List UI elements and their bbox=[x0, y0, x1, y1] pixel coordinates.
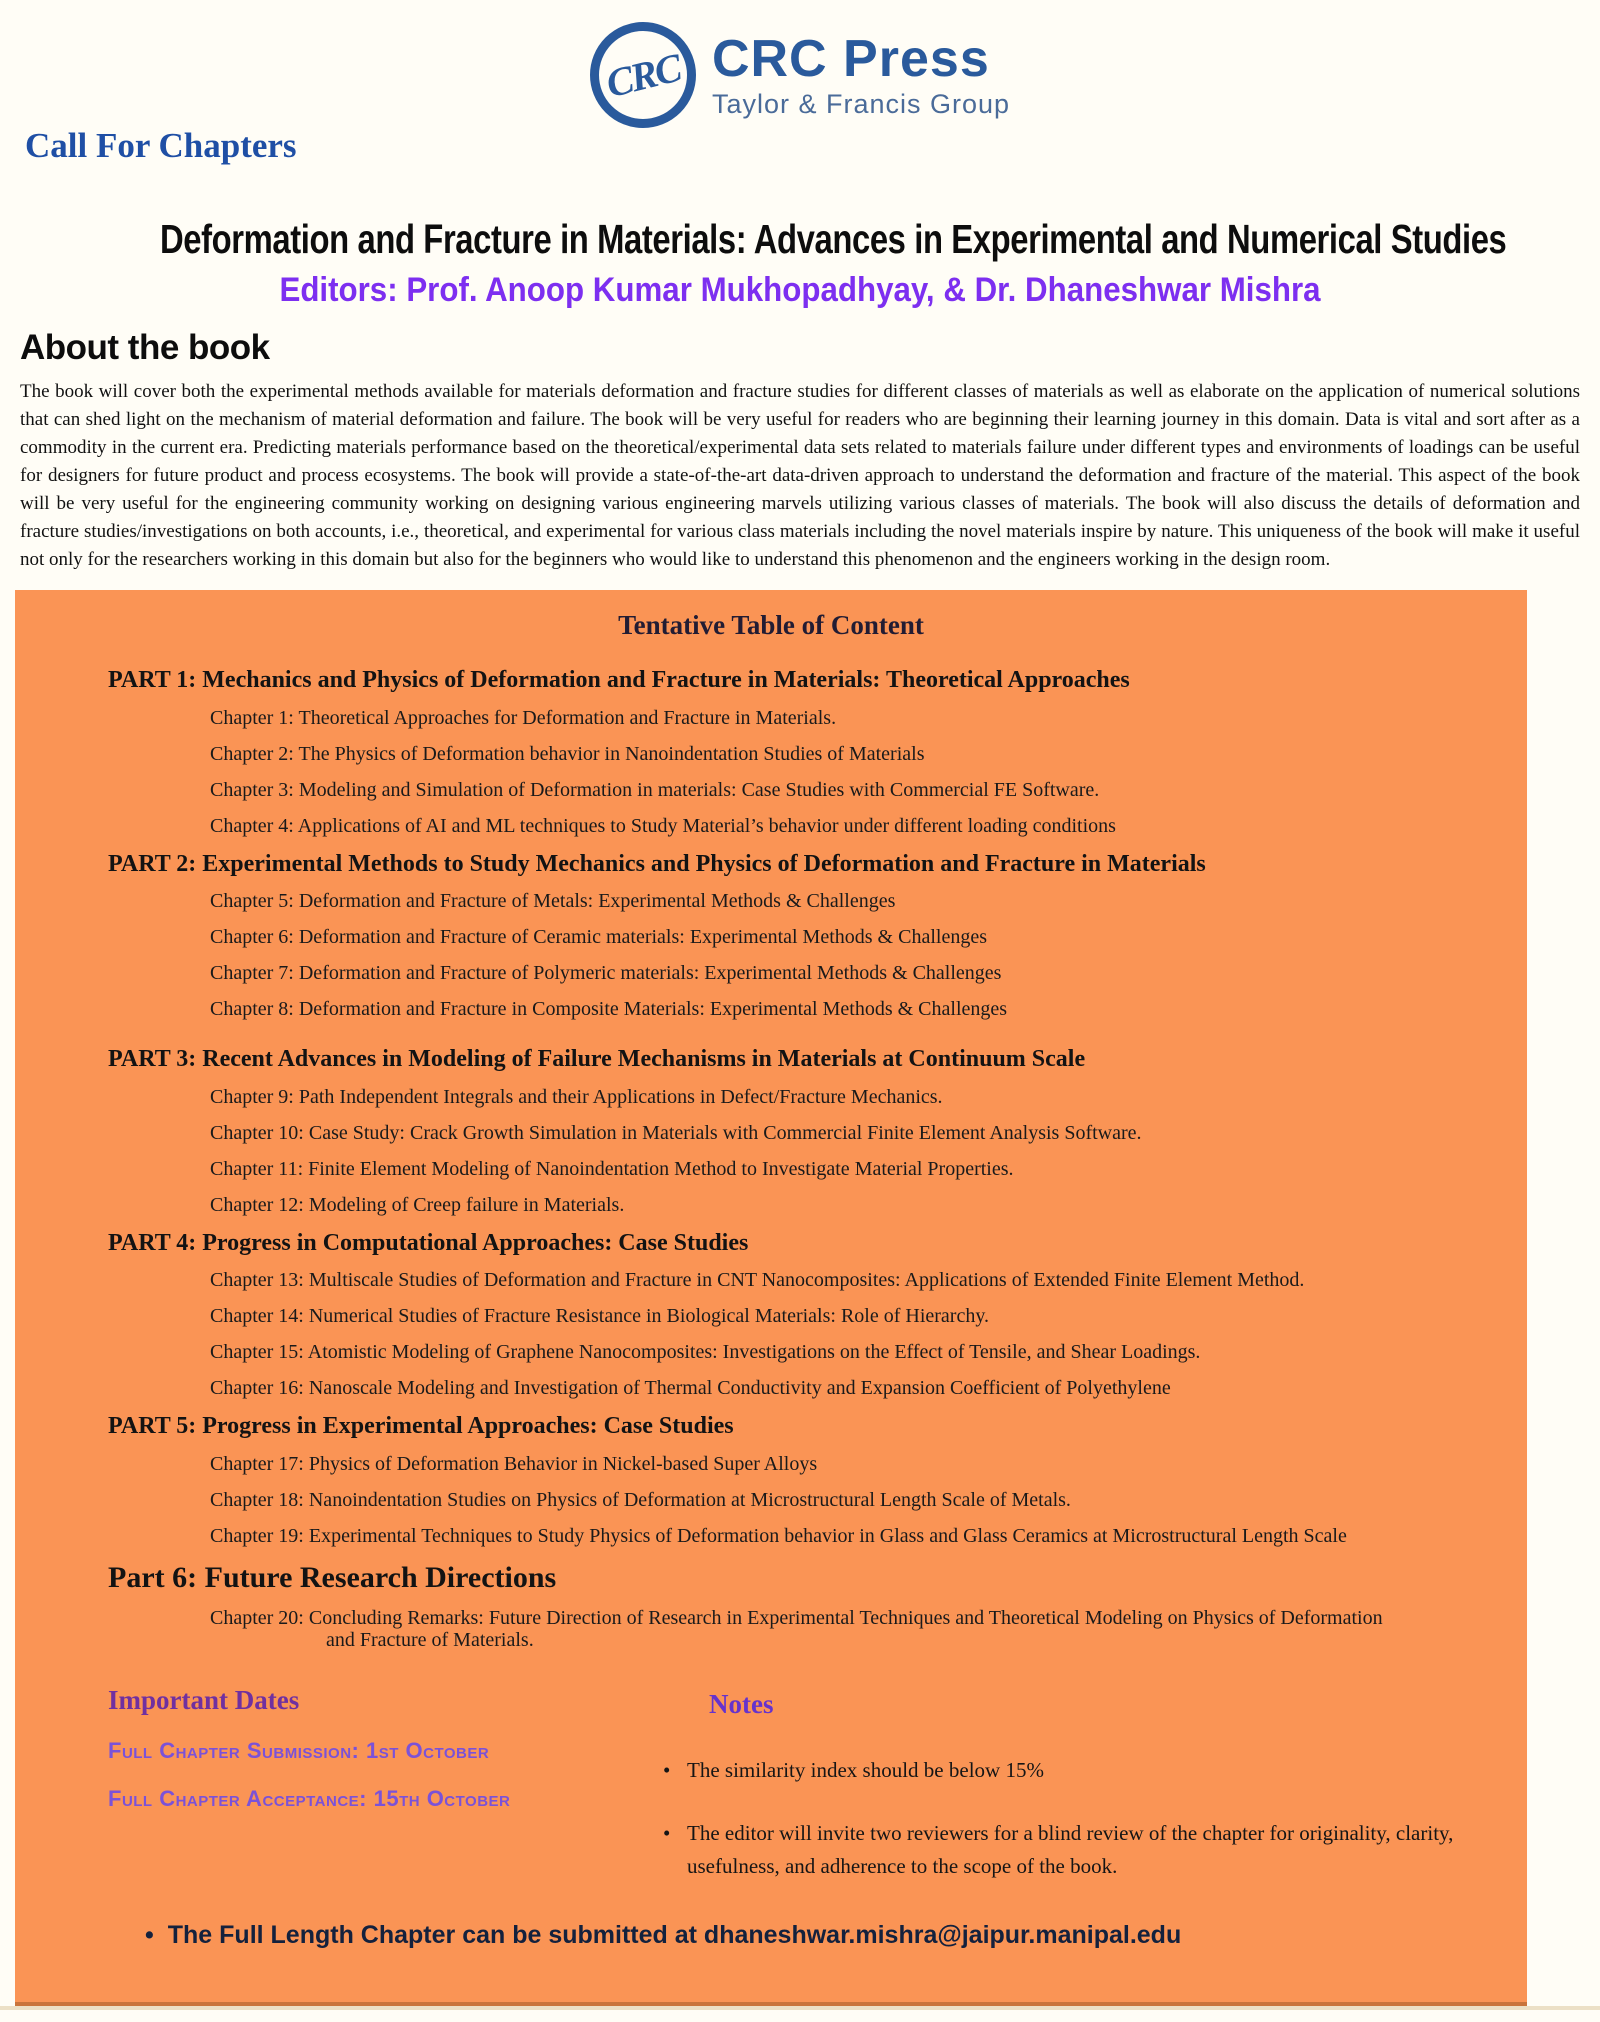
submission-label: The Full Length Chapter can be submitted at bbox=[167, 1921, 704, 1950]
submission-email[interactable]: dhaneshwar.mishra@jaipur.manipal.edu bbox=[703, 1921, 1182, 1950]
crc-wordmark bbox=[711, 29, 1011, 119]
toc-chapter-20: Chapter 20: Concluding Remarks: Future Direction of Research in Experimental Techniques and Theoretical Modeling on Physics of Deformation and Fracture of Materials. bbox=[210, 1607, 1383, 1652]
submission-line bbox=[145, 1921, 1487, 1950]
toc-part-1-title: PART 1: Mechanics and Physics of Deformation and Fracture in Materials: Theoretical Approaches bbox=[108, 667, 1130, 693]
toc-chapter-18: Chapter 18: Nanoindentation Studies on Physics of Deformation at Microstructural Length Scale of Metals. bbox=[210, 1488, 1071, 1511]
book-title: Deformation and Fracture in Materials: Advances in Experimental and Numerical Studies bbox=[160, 216, 1507, 262]
toc-chapter-13: Chapter 13: Multiscale Studies of Deformation and Fracture in CNT Nanocomposites: Applications of Extended Finite Element Method. bbox=[210, 1269, 1305, 1292]
about-body: The book will cover both the experimental methods available for materials deformation and fracture studies for different classes of materials as well as elaborate on the application of numerical solutions that can shed light on the mechanism of material deformation and failure. The book will be very useful for readers who are beginning their learning journey in this domain. Data is vital and sort after as a commodity in the current era. Predicting materials performance based on the theoretical/experimental data sets related to materials failure under different types and environments of loadings can be useful for designers for future product and process ecosystems. The book will provide a state-of-the-art data-driven approach to understand the deformation and fracture of the material. This aspect of the book will be very useful for the engineering community working on designing various engineering marvels utilizing various classes of materials. The book will also discuss the details of deformation and fracture studies/investigations on both accounts, i.e., theoretical, and experimental for various class materials including the novel materials inspire by nature. This uniqueness of the book will make it useful not only for the researchers working in this domain but also for the beginners who would like to understand this phenomenon and the engineers working in the design room. bbox=[20, 381, 1580, 570]
toc-chapter-5: Chapter 5: Deformation and Fracture of Metals: Experimental Methods & Challenges bbox=[210, 890, 896, 913]
toc-part-5-title: PART 5: Progress in Experimental Approaches: Case Studies bbox=[108, 1413, 734, 1440]
toc-chapter-6: Chapter 6: Deformation and Fracture of Ceramic materials: Experimental Methods & Challenges bbox=[210, 926, 987, 949]
toc-chapter-12: Chapter 12: Modeling of Creep failure in Materials. bbox=[210, 1193, 625, 1216]
crc-press-name: CRC Press bbox=[711, 29, 990, 88]
important-dates-section bbox=[108, 1685, 663, 1883]
crc-circle-text: CRC bbox=[601, 44, 685, 106]
notes-section bbox=[663, 1685, 1487, 1883]
toc-chapter-10: Chapter 10: Case Study: Crack Growth Simulation in Materials with Commercial Finite Element Analysis Software. bbox=[210, 1121, 1142, 1144]
toc-chapter-4: Chapter 4: Applications of AI and ML techniques to Study Material’s behavior under different loading conditions bbox=[210, 814, 1116, 837]
toc-chapter-8: Chapter 8: Deformation and Fracture in Composite Materials: Experimental Methods & Challenges bbox=[210, 998, 1008, 1021]
toc-chapter-1: Chapter 1: Theoretical Approaches for Deformation and Fracture in Materials. bbox=[210, 706, 837, 729]
toc-part-6-title: Part 6: Future Research Directions bbox=[108, 1560, 557, 1594]
toc-chapter-15: Chapter 15: Atomistic Modeling of Graphene Nanocomposites: Investigations on the Effect of Tensile, and Shear Loadings. bbox=[210, 1341, 1201, 1364]
taylor-francis-tagline: Taylor & Francis Group bbox=[711, 88, 1011, 119]
toc-chapter-7: Chapter 7: Deformation and Fracture of Polymeric materials: Experimental Methods & Challenges bbox=[210, 962, 1002, 985]
note-item-review: • The editor will invite two reviewers for a blind review of the chapter for originality, clarity, usefulness, and adherence to the scope of the book. bbox=[663, 1817, 1487, 1883]
editors-line: Editors: Prof. Anoop Kumar Mukhopadhyay, & Dr. Dhaneshwar Mishra bbox=[279, 271, 1321, 309]
toc-part-4-title: PART 4: Progress in Computational Approaches: Case Studies bbox=[108, 1229, 749, 1256]
toc-chapter-14: Chapter 14: Numerical Studies of Fracture Resistance in Biological Materials: Role of Hierarchy. bbox=[210, 1305, 990, 1328]
toc-part-3-title: PART 3: Recent Advances in Modeling of Failure Mechanisms in Materials at Continuum Scale bbox=[108, 1046, 1086, 1073]
bottom-strip bbox=[0, 2006, 1600, 2010]
important-dates-heading: Important Dates bbox=[108, 1685, 300, 1716]
toc-chapter-17: Chapter 17: Physics of Deformation Behavior in Nickel-based Super Alloys bbox=[210, 1452, 818, 1475]
toc-chapter-11: Chapter 11: Finite Element Modeling of Nanoindentation Method to Investigate Material Properties. bbox=[210, 1157, 1014, 1180]
toc-chapter-9: Chapter 9: Path Independent Integrals and their Applications in Defect/Fracture Mechanics. bbox=[210, 1085, 943, 1108]
about-heading: About the book bbox=[20, 328, 270, 367]
date-item-acceptance: Full Chapter Acceptance: 15th October bbox=[108, 1786, 511, 1812]
call-for-chapters-heading: Call For Chapters bbox=[25, 126, 297, 165]
toc-chapter-3: Chapter 3: Modeling and Simulation of Deformation in materials: Case Studies with Commercial FE Software. bbox=[210, 778, 1100, 801]
toc-chapter-16: Chapter 16: Nanoscale Modeling and Investigation of Thermal Conductivity and Expansion Coefficient of Polyethylene bbox=[210, 1377, 1171, 1400]
toc-heading: Tentative Table of Content bbox=[618, 610, 924, 640]
header bbox=[0, 22, 1600, 174]
dates-and-notes bbox=[108, 1685, 1487, 1883]
crc-logo bbox=[590, 22, 1010, 128]
toc-panel bbox=[15, 590, 1527, 2006]
crc-circle-icon bbox=[590, 22, 696, 128]
note-item-similarity: • The similarity index should be below 15% bbox=[663, 1754, 1487, 1787]
toc-chapter-19: Chapter 19: Experimental Techniques to Study Physics of Deformation behavior in Glass and Glass Ceramics at Microstructural Length Scale bbox=[210, 1524, 1347, 1547]
bullet-icon: • bbox=[145, 1921, 154, 1950]
toc-chapter-2: Chapter 2: The Physics of Deformation behavior in Nanoindentation Studies of Materials bbox=[210, 742, 925, 765]
date-item-submission: Full Chapter Submission: 1st October bbox=[108, 1738, 490, 1764]
toc-part-2-title: PART 2: Experimental Methods to Study Mechanics and Physics of Deformation and Fracture in Materials bbox=[108, 850, 1206, 877]
notes-heading: Notes bbox=[709, 1689, 774, 1720]
